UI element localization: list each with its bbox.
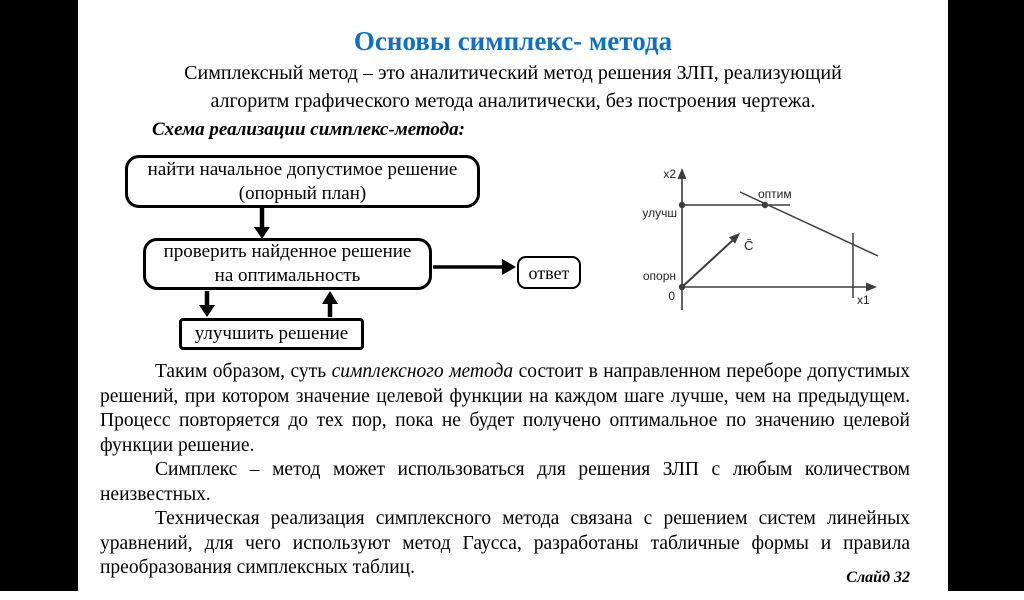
flowchart-box-check-line1: проверить найденное решение [163,241,412,262]
letterbox-left [0,0,78,591]
graph-vector-c-label: C̄ [744,238,754,253]
flowchart-box-check-line2: на оптимальность [214,265,361,286]
slide-number: Слайд 32 [846,569,910,586]
slide-subtitle [78,59,948,115]
flowchart-box-start-line1: найти начальное допустимое решение [147,158,458,180]
graph-optim-label: оптим [758,187,792,201]
paragraph-1-lead: Таким образом, суть [155,361,332,382]
paragraph-2: Симплекс – метод может использоваться для решения ЗЛП с любым количеством неизвестных. [100,459,910,505]
letterbox-right [948,0,1024,591]
flowchart-box-check [143,238,432,290]
graph-uluchsh-label: улучш [642,206,677,220]
flowchart-box-improve [179,318,364,350]
graph-y-axis-label: x2 [663,167,676,181]
flowchart-box-answer [517,256,581,289]
paragraph-1-italic-phrase: симплексного метода [331,361,514,382]
graph-oporn-label: опорн [642,269,676,283]
flowchart-box-start-line2: (опорный план) [238,182,367,204]
flowchart-box-improve-label: улучшить решение [194,323,349,344]
graph-x-axis-label: x1 [857,293,870,307]
scheme-heading: Схема реализации симплекс-метода: [152,119,465,140]
flowchart-box-start [125,155,480,208]
paragraph-1 [100,360,910,458]
graph-origin-label: 0 [668,289,675,303]
body-text [100,360,910,581]
slide-title: Основы симплекс- метода [353,26,673,56]
subtitle-line-2: алгоритм графического метода аналитически, без построения чертежа. [210,90,816,112]
paragraph-1-rest: состоит в направленном переборе допустимых решений, при котором значение целевой функции на каждом шаге лучше, чем на предыдущем. Процесс повторяется до тех пор, пока не будет получено оптимальное по значению целевой функции решение. [100,361,911,456]
flowchart-box-answer-label: ответ [528,262,570,283]
slide [78,0,948,600]
paragraph-3: Техническая реализация симплексного метода связана с решением систем линейных уравнений, для чего используют метод Гаусса, разработаны табличные формы и правила преобразования симплексных таблиц. [100,508,910,578]
subtitle-line-1: Симплексный метод – это аналитический метод решения ЗЛП, реализующий [184,62,842,84]
